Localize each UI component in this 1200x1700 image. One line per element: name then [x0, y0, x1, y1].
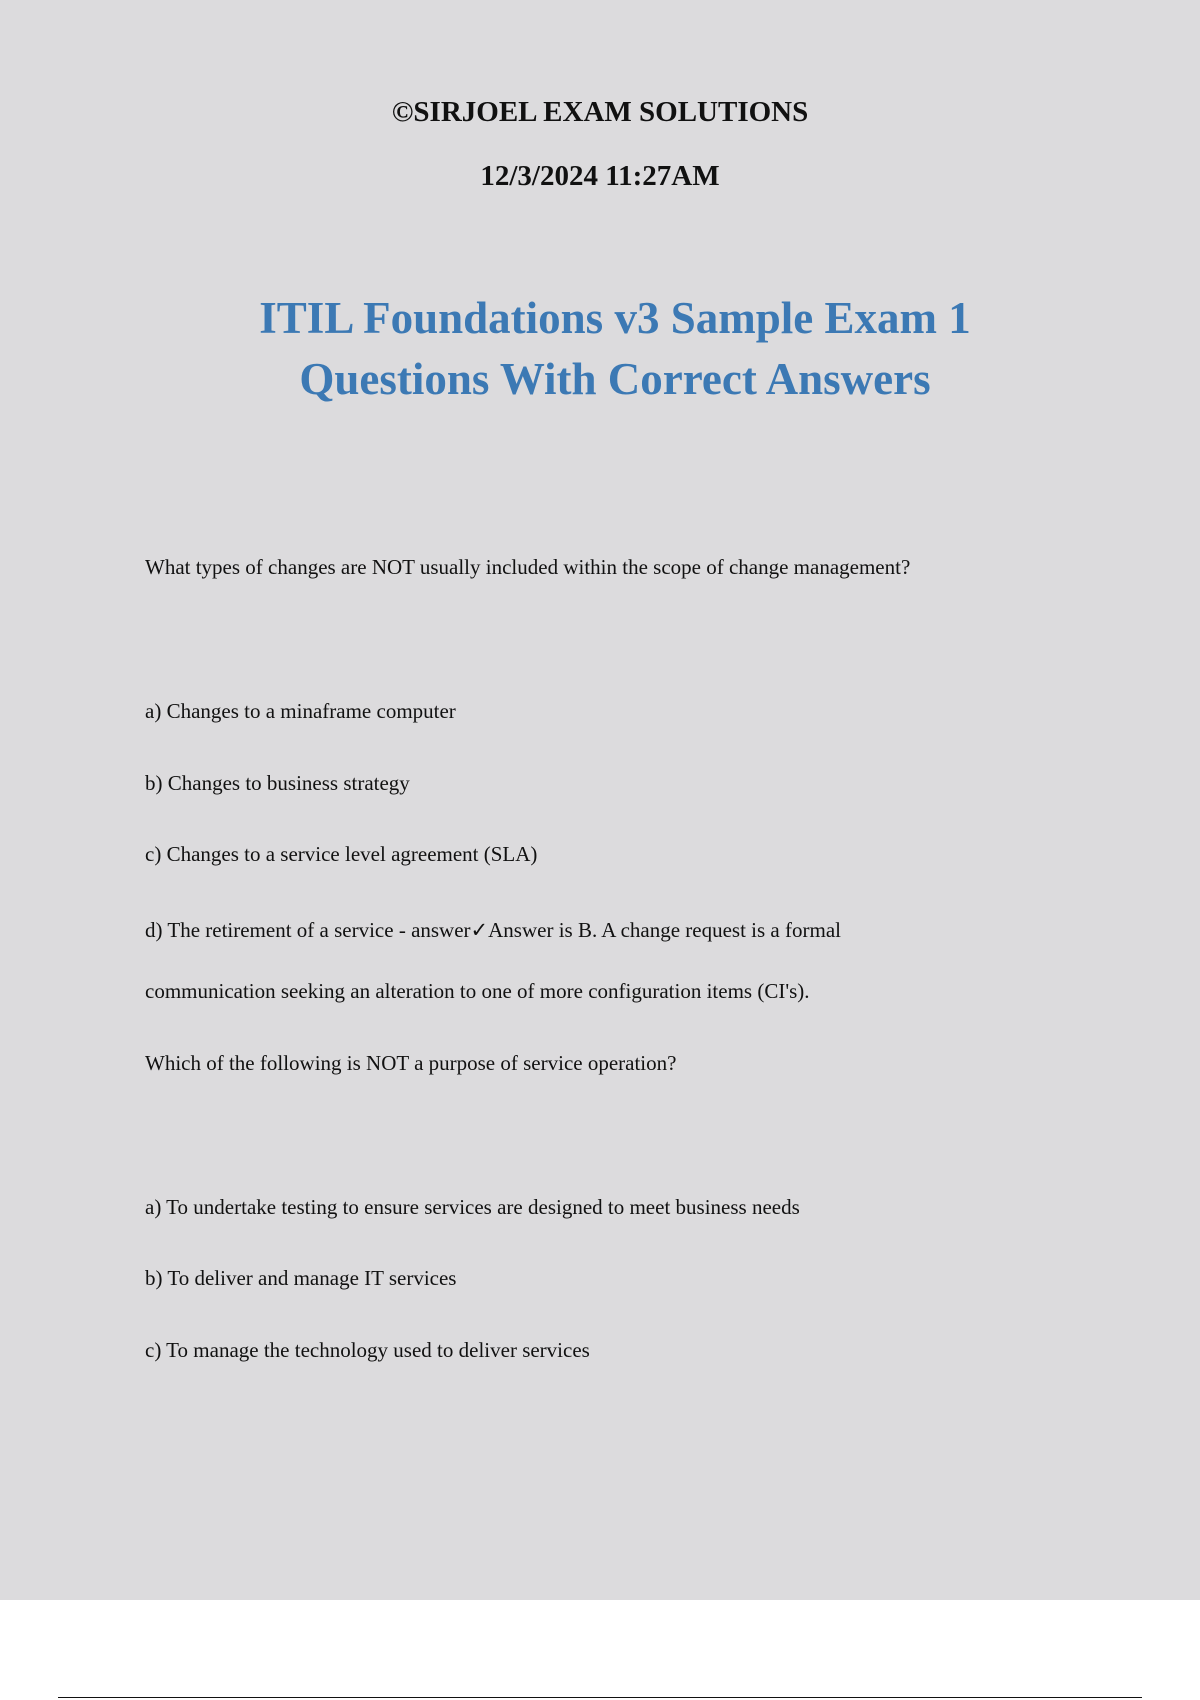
- question-1-option-a: a) Changes to a minaframe computer: [145, 699, 456, 723]
- title-line-2: Questions With Correct Answers: [299, 354, 931, 404]
- question-1-option-c: c) Changes to a service level agreement (SLA): [145, 842, 538, 866]
- question-1-option-d: d) The retirement of a service - answer✓Answer is B. A change request is a formal: [145, 918, 841, 942]
- question-1-answer-continuation: communication seeking an alteration to one of more configuration items (CI's).: [145, 979, 810, 1003]
- question-2-option-b: b) To deliver and manage IT services: [145, 1266, 457, 1290]
- copyright-header: ©SIRJOEL EXAM SOLUTIONS: [391, 96, 809, 128]
- question-2-option-a: a) To undertake testing to ensure services are designed to meet business needs: [145, 1195, 800, 1219]
- question-1-text: What types of changes are NOT usually included within the scope of change management?: [145, 555, 911, 579]
- question-2-option-c: c) To manage the technology used to deliver services: [145, 1338, 590, 1362]
- datetime-header: 12/3/2024 11:27AM: [480, 160, 720, 192]
- question-1-option-b: b) Changes to business strategy: [145, 771, 410, 795]
- footer-divider: [58, 1697, 1142, 1698]
- page-title: [150, 288, 1080, 410]
- question-2-text: Which of the following is NOT a purpose of service operation?: [145, 1051, 677, 1075]
- title-line-1: ITIL Foundations v3 Sample Exam 1: [259, 293, 971, 343]
